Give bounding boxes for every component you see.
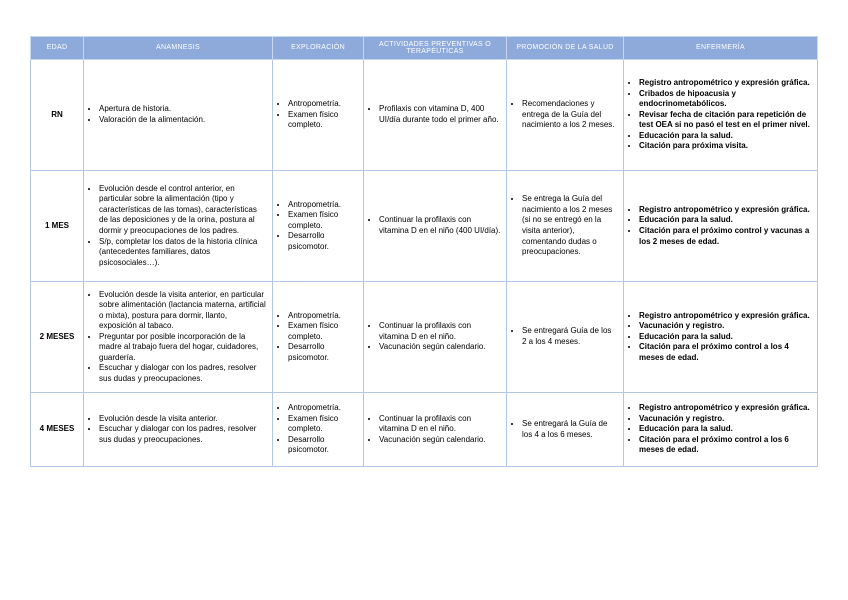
list-item: • Evolución desde la visita anterior. [99, 414, 267, 425]
list-item: • Profilaxis con vitamina D, 400 UI/día durante todo el primer año. [379, 104, 501, 125]
list-item: • Educación para la salud. [639, 131, 812, 142]
list-item: • Recomendaciones y entrega de la Guía del nacimiento a los 2 meses. [522, 99, 618, 131]
header-actividades: ACTIVIDADES PREVENTIVAS O TERAPÉUTICAS [364, 37, 507, 60]
list-item: • Preguntar por posible incorporación de la madre al trabajo fuera del hogar, cuidadores, guardería. [99, 332, 267, 364]
list-item: • Vacunación según calendario. [379, 342, 501, 353]
exploracion-cell [273, 282, 364, 393]
list-item: • Escuchar y dialogar con los padres, resolver sus dudas y preocupaciones. [99, 424, 267, 445]
list-item: • Valoración de la alimentación. [99, 115, 267, 126]
list-item: • Desarrollo psicomotor. [288, 435, 358, 456]
anamnesis-cell [84, 393, 273, 467]
list-item: • Revisar fecha de citación para repetición de test OEA si no pasó el test en el primer nivel. [639, 110, 812, 131]
list-item: • Evolución desde la visita anterior, en particular sobre alimentación (lactancia materna, artificial o mixta), postura para dormir, llanto, exposición al tabaco. [99, 290, 267, 332]
list-item: • Vacunación según calendario. [379, 435, 501, 446]
bullet-list [627, 403, 812, 456]
list-item: • Escuchar y dialogar con los padres, resolver sus dudas y preocupaciones. [99, 363, 267, 384]
list-item: • Antropometría. [288, 403, 358, 414]
list-item: • Continuar la profilaxis con vitamina D en el niño. [379, 414, 501, 435]
list-item: • Citación para el próximo control y vacunas a los 2 meses de edad. [639, 226, 812, 247]
bullet-list [367, 321, 501, 353]
list-item: • Se entrega la Guía del nacimiento a los 2 meses (si no se entregó en la visita anterior), comentando dudas o preocupaciones. [522, 194, 618, 257]
exploracion-cell [273, 171, 364, 282]
list-item: • Citación para el próximo control a los 6 meses de edad. [639, 435, 812, 456]
bullet-list [510, 326, 618, 347]
table-header [31, 37, 818, 60]
enfermeria-cell [624, 60, 818, 171]
bullet-list [87, 414, 267, 446]
bullet-list [87, 290, 267, 385]
edad-cell: RN [31, 60, 84, 171]
bullet-list [87, 104, 267, 125]
list-item: • Examen físico completo. [288, 210, 358, 231]
bullet-list [510, 194, 618, 257]
list-item: • Examen físico completo. [288, 110, 358, 131]
header-row [31, 37, 818, 60]
header-edad: EDAD [31, 37, 84, 60]
bullet-list [276, 99, 358, 131]
promocion-cell [507, 171, 624, 282]
list-item: • Registro antropométrico y expresión gráfica. [639, 205, 812, 216]
list-item: • Se entregará Guía de los 2 a los 4 meses. [522, 326, 618, 347]
table-row [31, 282, 818, 393]
list-item: • Antropometría. [288, 311, 358, 322]
list-item: • Continuar la profilaxis con vitamina D en el niño (400 UI/día). [379, 215, 501, 236]
list-item: • Examen físico completo. [288, 321, 358, 342]
list-item: • Antropometría. [288, 200, 358, 211]
anamnesis-cell [84, 282, 273, 393]
bullet-list [367, 215, 501, 236]
list-item: • Citación para el próximo control a los 4 meses de edad. [639, 342, 812, 363]
edad-cell: 4 MESES [31, 393, 84, 467]
header-promocion: PROMOCIÓN DE LA SALUD [507, 37, 624, 60]
actividades-cell [364, 171, 507, 282]
list-item: • Vacunación y registro. [639, 321, 812, 332]
bullet-list [627, 311, 812, 364]
bullet-list [367, 104, 501, 125]
care-schedule-table [30, 36, 818, 467]
promocion-cell [507, 393, 624, 467]
actividades-cell [364, 393, 507, 467]
actividades-cell [364, 282, 507, 393]
enfermeria-cell [624, 282, 818, 393]
promocion-cell [507, 282, 624, 393]
list-item: • Educación para la salud. [639, 332, 812, 343]
list-item: • Desarrollo psicomotor. [288, 342, 358, 363]
enfermeria-cell [624, 393, 818, 467]
bullet-list [87, 184, 267, 268]
table-row [31, 60, 818, 171]
bullet-list [276, 200, 358, 253]
list-item: • Desarrollo psicomotor. [288, 231, 358, 252]
edad-cell: 1 MES [31, 171, 84, 282]
anamnesis-cell [84, 171, 273, 282]
list-item: • Examen físico completo. [288, 414, 358, 435]
list-item: • S/p, completar los datos de la historia clínica (antecedentes familiares, datos psicosociales…). [99, 237, 267, 269]
table-body [31, 60, 818, 467]
bullet-list [627, 78, 812, 152]
bullet-list [510, 99, 618, 131]
header-anamnesis: ANAMNESIS [84, 37, 273, 60]
actividades-cell [364, 60, 507, 171]
exploracion-cell [273, 60, 364, 171]
list-item: • Evolución desde el control anterior, en particular sobre la alimentación (tipo y características de las tomas), características de las deposiciones y de la orina, postura al dormir y preocupaciones de los padres. [99, 184, 267, 237]
bullet-list [276, 403, 358, 456]
bullet-list [367, 414, 501, 446]
list-item: • Se entregará la Guía de los 4 a los 6 meses. [522, 419, 618, 440]
bullet-list [627, 205, 812, 247]
list-item: • Antropometría. [288, 99, 358, 110]
bullet-list [276, 311, 358, 364]
list-item: • Educación para la salud. [639, 424, 812, 435]
enfermeria-cell [624, 171, 818, 282]
table-row [31, 393, 818, 467]
list-item: • Apertura de historia. [99, 104, 267, 115]
anamnesis-cell [84, 60, 273, 171]
list-item: • Vacunación y registro. [639, 414, 812, 425]
bullet-list [510, 419, 618, 440]
list-item: • Educación para la salud. [639, 215, 812, 226]
promocion-cell [507, 60, 624, 171]
list-item: • Registro antropométrico y expresión gráfica. [639, 78, 812, 89]
exploracion-cell [273, 393, 364, 467]
list-item: • Citación para próxima visita. [639, 141, 812, 152]
list-item: • Registro antropométrico y expresión gráfica. [639, 311, 812, 322]
header-exploracion: EXPLORACIÓN [273, 37, 364, 60]
edad-cell: 2 MESES [31, 282, 84, 393]
list-item: • Continuar la profilaxis con vitamina D en el niño. [379, 321, 501, 342]
header-enfermeria: ENFERMERÍA [624, 37, 818, 60]
table-row [31, 171, 818, 282]
list-item: • Registro antropométrico y expresión gráfica. [639, 403, 812, 414]
list-item: • Cribados de hipoacusia y endocrinometabólicos. [639, 89, 812, 110]
